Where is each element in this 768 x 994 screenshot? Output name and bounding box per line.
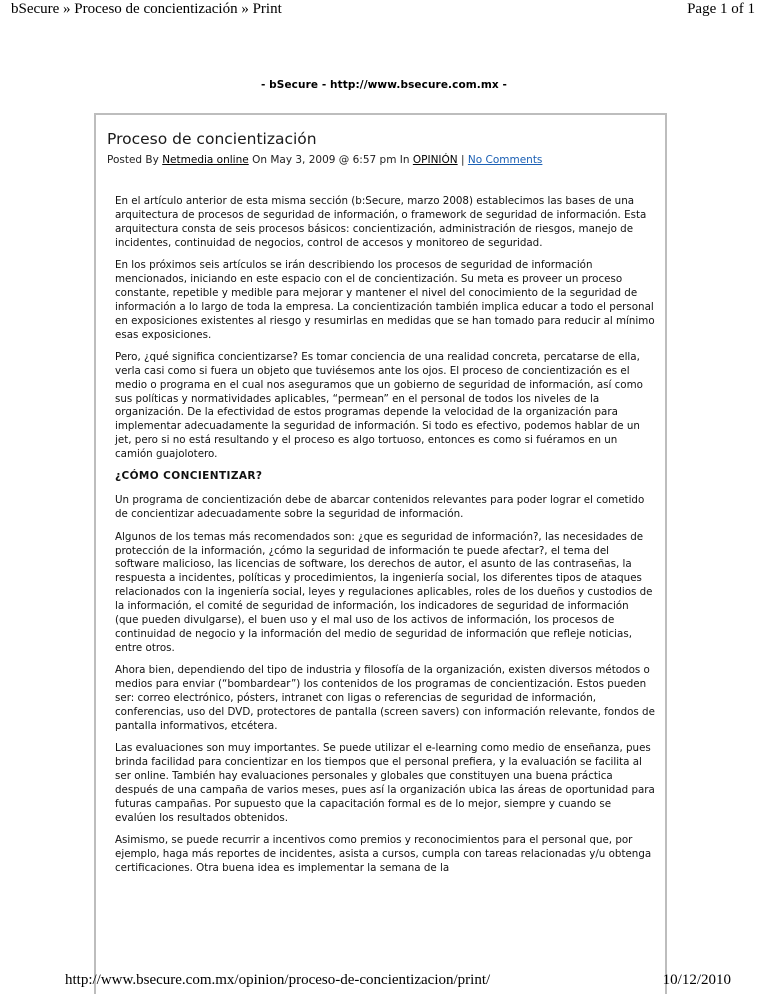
article-paragraph: Un programa de concientización debe de abarcar contenidos relevantes para poder lograr el cometido de concientizar adecuadamente sobre la seguridad de información.	[115, 494, 645, 521]
article-paragraph: Algunos de los temas más recomendados son: ¿que es seguridad de información?, las necesidades de protección de la información, ¿cómo la seguridad de información te puede afectar?, el tema del software malicioso, las licencias de software, los derechos de autor, el asunto de las contraseñas, la respuesta a incidentes, políticas y procedimientos, la ingeniería social, los diferentes tipos de ataques relacionados con la ingeniería social, leyes y regulaciones aplicables, roles de los dueños y custodios de la información, el comité de seguridad de información, los indicadores de seguridad de información (que pueden divulgarse), el buen uso y el mal uso de los activos de información, los procesos de continuidad de negocio y la información del medio de seguridad de información que refleje noticias, entre otros.	[115, 530, 653, 654]
print-footer-date: 10/12/2010	[662, 972, 731, 988]
print-footer-url: http://www.bsecure.com.mx/opinion/proceso-de-concientizacion/print/	[65, 972, 491, 988]
print-header	[0, 0, 768, 22]
byline-category-link[interactable]: OPINIÓN	[412, 154, 458, 166]
article-box	[94, 113, 667, 994]
article-byline	[107, 154, 542, 166]
article-title: Proceso de concientización	[107, 130, 317, 148]
site-url-line: - bSecure - http://www.bsecure.com.mx -	[260, 79, 508, 91]
article-paragraph: Ahora bien, dependiendo del tipo de industria y filosofía de la organización, existen diversos métodos o medios para enviar (“bombardear”) los contenidos de los programas de concientización. Estos pueden ser: correo electrónico, pósters, intranet con ligas o referencias de seguridad de información, conferencias, uso del DVD, protectores de pantalla (screen savers) con información relevante, fondos de pantalla informativos, etcétera.	[115, 664, 655, 732]
print-header-page: Page 1 of 1	[687, 1, 755, 17]
article-subheading: ¿CÓMO CONCIENTIZAR?	[115, 470, 263, 483]
byline-author-link[interactable]: Netmedia online	[162, 154, 249, 166]
article-paragraph: En el artículo anterior de esta misma sección (b:Secure, marzo 2008) establecimos las bases de una arquitectura de procesos de seguridad de información, o framework de seguridad de información. Esta arquitectura consta de seis procesos básicos: concientización, administración de riesgos, manejo de incidentes, continuidad de negocios, control de accesos y monitoreo de seguridad.	[115, 195, 647, 249]
article-paragraph: Asimismo, se puede recurrir a incentivos como premios y reconocimientos para el personal que, por ejemplo, haga más reportes de incidentes, asista a cursos, cumpla con tareas relacionadas y/u obtenga certificaciones. Otra buena idea es implementar la semana de la	[115, 833, 652, 874]
article-paragraph: Pero, ¿qué significa concientizarse? Es tomar conciencia de una realidad concreta, percatarse de ella, verla casi como si fuera un objeto que tuviésemos ante los ojos. El proceso de concientización es el medio o programa en el cual nos aseguramos que un gobierno de seguridad de información, así como sus políticas y normatividades aplicables, “permean” en el personal de todos los niveles de la organización. De la efectividad de estos programas depende la velocidad de la organización para implementar adecuadamente la seguridad de información. Si todo es efectivo, podemos hablar de un jet, pero si no está resultando y el proceso es algo tortuoso, entonces es como si fuéramos en un camión guajolotero.	[115, 350, 643, 461]
byline-posted-by-label: Posted By	[107, 154, 159, 166]
article-paragraph: Las evaluaciones son muy importantes. Se puede utilizar el e-learning como medio de enseñanza, pues brinda facilidad para concientizar en los tiempos que el personal prefiera, y la evaluación se facilita al ser online. También hay evaluaciones personales y globales que constituyen una buena práctica después de una campaña de varios meses, pues así la organización ubica las áreas de oportunidad para futuras campañas. Por supuesto que la capacitación formal es de lo mejor, siempre y cuando se evalúen los resultados obtenidos.	[115, 742, 655, 824]
article-paragraph: En los próximos seis artículos se irán describiendo los procesos de seguridad de información mencionados, iniciando en este espacio con el de concientización. Su meta es proveer un proceso constante, repetible y medible para mejorar y mantener el nivel del conocimiento de la seguridad de información a lo largo de toda la empresa. La concientización también implica educar a todo el personal en exposiciones existentes al riesgo y resumirlas en medidas que se han tomado para reducir al mínimo esas exposiciones.	[115, 259, 655, 341]
article-content	[115, 195, 655, 884]
print-header-title: bSecure » Proceso de concientización » Print	[11, 1, 282, 17]
byline-separator: |	[460, 154, 465, 166]
byline-comments-link[interactable]: No Comments	[467, 154, 543, 166]
byline-date: On May 3, 2009 @ 6:57 pm In	[252, 154, 410, 166]
